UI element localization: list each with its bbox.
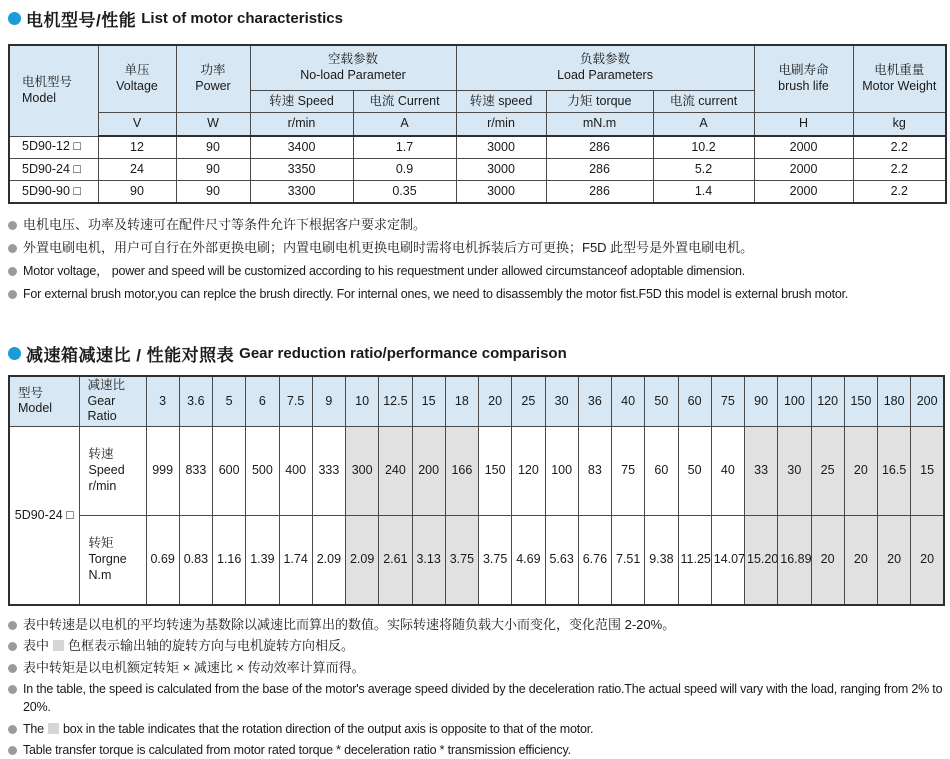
gear-ratio-header (79, 376, 146, 426)
gear-ratio-column-header: 12.5 (379, 376, 412, 426)
load-speed-header: 转速 speed (456, 91, 546, 113)
power-header-zh: 功率 (200, 63, 226, 78)
gear-value-cell: 15 (911, 426, 944, 515)
load-current-unit: A (653, 113, 754, 137)
note-item (8, 720, 943, 738)
motor-model-header (9, 45, 98, 136)
note-item (8, 285, 943, 303)
gear-value-cell: 14.07 (711, 515, 744, 605)
brush-header-zh: 电刷寿命 (778, 63, 829, 78)
motor-value-cell: 286 (546, 136, 653, 159)
motor-value-cell: 286 (546, 159, 653, 181)
gear-value-cell: 16.5 (878, 426, 911, 515)
note-text: Motor voltage， power and speed will be customized according to his requestment under allowed circumstanceof adoptable dimension. (23, 264, 746, 278)
noload-speed-header: 转速 Speed (250, 91, 353, 113)
note-item (8, 616, 943, 634)
note-text: In the table, the speed is calculated from the base of the motor's average speed divided by the deceleration ratio.The actual speed will vary with the load, ranging from 2% to 20%. (23, 682, 943, 715)
gear-value-cell: 200 (412, 426, 445, 515)
power-header (176, 45, 250, 113)
gear-header-row (9, 376, 944, 426)
gear-value-cell: 1.74 (279, 515, 312, 605)
gear-value-cell: 3.75 (479, 515, 512, 605)
gear-value-cell: 75 (612, 426, 645, 515)
gray-box-swatch-icon (48, 723, 59, 734)
motor-notes-list (8, 216, 943, 303)
torque-label-unit: N.m (88, 567, 112, 582)
power-header-en: Power (195, 79, 231, 93)
motor-value-cell: 0.35 (353, 181, 456, 204)
motor-value-cell: 2.2 (853, 136, 946, 159)
load-group-header (456, 45, 754, 91)
gear-ratio-table (8, 375, 945, 606)
gear-ratio-column-header: 7.5 (279, 376, 312, 426)
motor-header-row-groups (9, 45, 946, 91)
motor-value-cell: 1.7 (353, 136, 456, 159)
gear-value-cell: 600 (213, 426, 246, 515)
note-item (8, 680, 943, 716)
noload-current-header: 电流 Current (353, 91, 456, 113)
gear-value-cell: 1.39 (246, 515, 279, 605)
gear-ratio-column-header: 10 (346, 376, 379, 426)
note-bullet-icon (8, 685, 17, 694)
motor-weight-header (853, 45, 946, 113)
motor-weight-unit: kg (853, 113, 946, 137)
motor-value-cell: 2000 (754, 159, 853, 181)
noload-current-unit: A (353, 113, 456, 137)
motor-title-en: List of motor characteristics (141, 10, 343, 27)
voltage-header-zh: 单压 (124, 63, 150, 78)
note-text: 表中 色框表示输出轴的旋转方向与电机旋转方向相反。 (23, 638, 355, 654)
gear-value-cell: 4.69 (512, 515, 545, 605)
motor-table-row (9, 181, 946, 204)
gear-value-cell: 0.69 (146, 515, 179, 605)
motor-value-cell: 3000 (456, 136, 546, 159)
motor-model-cell: 5D90-90 □ (9, 181, 98, 204)
gear-ratio-column-header: 30 (545, 376, 578, 426)
note-item (8, 216, 943, 234)
gear-section-title (8, 341, 943, 366)
gear-ratio-column-header: 200 (911, 376, 944, 426)
noload-group-zh: 空载参数 (328, 52, 379, 67)
gear-ratio-column-header: 15 (412, 376, 445, 426)
weight-header-zh: 电机重量 (874, 63, 925, 78)
torque-label-zh: 转矩 (88, 536, 114, 551)
motor-table-row (9, 159, 946, 181)
note-text: 表中转矩是以电机额定转矩 × 减速比 × 传动效率计算而得。 (23, 659, 365, 675)
note-text: 电机电压、功率及转速可在配件尺寸等条件允许下根据客户要求定制。 (23, 217, 427, 232)
gear-model-cell: 5D90-24 □ (9, 426, 79, 605)
gear-value-cell: 500 (246, 426, 279, 515)
motor-value-cell: 90 (98, 181, 176, 204)
gear-ratio-column-header: 36 (578, 376, 611, 426)
note-item (8, 659, 943, 677)
motor-value-cell: 24 (98, 159, 176, 181)
gear-ratio-column-header: 75 (711, 376, 744, 426)
motor-value-cell: 3350 (250, 159, 353, 181)
gear-value-cell: 240 (379, 426, 412, 515)
gear-ratio-column-header: 5 (213, 376, 246, 426)
note-bullet-icon (8, 746, 17, 755)
gear-value-cell: 833 (179, 426, 212, 515)
motor-model-cell: 5D90-24 □ (9, 159, 98, 181)
note-bullet-icon (8, 221, 17, 230)
gear-value-cell: 60 (645, 426, 678, 515)
note-text: 外置电刷电机，用户可自行在外部更换电刷；内置电刷电机更换电刷时需将电机拆装后方可更换；F5D 此型号是外置电刷电机。 (23, 240, 754, 255)
gear-title-zh: 减速箱减速比 / 性能对照表 (26, 346, 235, 365)
noload-group-header (250, 45, 456, 91)
note-text: The box in the table indicates that the rotation direction of the output axis is opposite to that of the motor. (23, 721, 594, 736)
gear-value-cell: 20 (811, 515, 844, 605)
gear-ratio-column-header: 60 (678, 376, 711, 426)
load-torque-unit: mN.m (546, 113, 653, 137)
motor-value-cell: 3000 (456, 159, 546, 181)
gear-ratio-column-header: 25 (512, 376, 545, 426)
note-bullet-icon (8, 244, 17, 253)
gear-value-cell: 3.13 (412, 515, 445, 605)
gear-value-cell: 166 (445, 426, 478, 515)
note-bullet-icon (8, 621, 17, 630)
gear-ratio-column-header: 90 (745, 376, 778, 426)
gear-value-cell: 20 (878, 515, 911, 605)
gear-title-en: Gear reduction ratio/performance comparison (239, 345, 567, 362)
note-bullet-icon (8, 642, 17, 651)
gear-value-cell: 7.51 (612, 515, 645, 605)
blue-bullet-icon (8, 347, 21, 360)
note-item (8, 637, 943, 655)
gear-ratio-column-header: 6 (246, 376, 279, 426)
load-torque-header: 力矩 torque (546, 91, 653, 113)
model-header-zh: 电机型号 (22, 75, 73, 90)
note-bullet-icon (8, 267, 17, 276)
gear-ratio-column-header: 3 (146, 376, 179, 426)
gear-value-cell: 150 (479, 426, 512, 515)
motor-value-cell: 2.2 (853, 159, 946, 181)
gear-ratio-column-header: 100 (778, 376, 811, 426)
motor-model-cell: 5D90-12 □ (9, 136, 98, 159)
gear-torque-label (79, 515, 146, 605)
gear-value-cell: 100 (545, 426, 578, 515)
gear-model-header-en: Model (18, 401, 53, 416)
gear-ratio-column-header: 3.6 (179, 376, 212, 426)
motor-value-cell: 90 (176, 159, 250, 181)
note-text: Table transfer torque is calculated from motor rated torque * deceleration ratio * transmission efficiency. (23, 743, 571, 758)
note-bullet-icon (8, 664, 17, 673)
motor-value-cell: 286 (546, 181, 653, 204)
note-item (8, 239, 943, 257)
motor-value-cell: 90 (176, 181, 250, 204)
gear-value-cell: 20 (844, 426, 877, 515)
motor-value-cell: 10.2 (653, 136, 754, 159)
gear-value-cell: 5.63 (545, 515, 578, 605)
gear-value-cell: 300 (346, 426, 379, 515)
gear-ratio-column-header: 18 (445, 376, 478, 426)
gear-value-cell: 0.83 (179, 515, 212, 605)
voltage-unit: V (98, 113, 176, 137)
motor-value-cell: 1.4 (653, 181, 754, 204)
gear-torque-row (9, 515, 944, 605)
load-group-zh: 负载参数 (580, 52, 631, 67)
gear-value-cell: 25 (811, 426, 844, 515)
note-text: For external brush motor,you can replce the brush directly. For internal ones, we need to disassembly the motor fist.F5D this model is external brush motor. (23, 287, 849, 301)
gear-value-cell: 20 (911, 515, 944, 605)
note-bullet-icon (8, 290, 17, 299)
speed-label-zh: 转速 (88, 447, 114, 462)
gear-value-cell: 333 (312, 426, 345, 515)
gear-value-cell: 11.25 (678, 515, 711, 605)
gear-value-cell: 2.09 (346, 515, 379, 605)
speed-label-en: Speed (88, 463, 125, 478)
note-bullet-icon (8, 725, 17, 734)
brush-life-header (754, 45, 853, 113)
load-group-en: Load Parameters (557, 68, 653, 82)
gear-notes-list (8, 616, 943, 759)
gear-ratio-column-header: 120 (811, 376, 844, 426)
gear-ratio-column-header: 50 (645, 376, 678, 426)
gear-value-cell: 50 (678, 426, 711, 515)
voltage-header (98, 45, 176, 113)
gear-speed-row (9, 426, 944, 515)
gear-value-cell: 3.75 (445, 515, 478, 605)
gear-value-cell: 40 (711, 426, 744, 515)
gear-value-cell: 30 (778, 426, 811, 515)
gear-ratio-column-header: 40 (612, 376, 645, 426)
gear-model-header-zh: 型号 (18, 385, 44, 400)
gear-model-header (9, 376, 79, 426)
gear-speed-label (79, 426, 146, 515)
gear-value-cell: 83 (578, 426, 611, 515)
gear-value-cell: 400 (279, 426, 312, 515)
noload-speed-unit: r/min (250, 113, 353, 137)
weight-header-en: Motor Weight (862, 79, 937, 93)
gear-value-cell: 20 (844, 515, 877, 605)
motor-value-cell: 90 (176, 136, 250, 159)
gear-ratio-header-en: Gear Ratio (87, 393, 117, 424)
gear-value-cell: 16.89 (778, 515, 811, 605)
gear-value-cell: 120 (512, 426, 545, 515)
motor-table-row (9, 136, 946, 159)
note-item (8, 262, 943, 280)
gear-ratio-column-header: 150 (844, 376, 877, 426)
model-header-en: Model (22, 90, 57, 105)
motor-characteristics-table (8, 44, 947, 204)
brush-life-unit: H (754, 113, 853, 137)
noload-group-en: No-load Parameter (300, 68, 406, 82)
power-unit: W (176, 113, 250, 137)
gear-value-cell: 9.38 (645, 515, 678, 605)
gear-value-cell: 2.61 (379, 515, 412, 605)
speed-label-unit: r/min (88, 478, 117, 493)
gear-value-cell: 999 (146, 426, 179, 515)
motor-value-cell: 5.2 (653, 159, 754, 181)
gray-box-swatch-icon (53, 640, 64, 651)
motor-title-zh: 电机型号/性能 (26, 11, 137, 30)
gear-value-cell: 6.76 (578, 515, 611, 605)
gear-ratio-column-header: 9 (312, 376, 345, 426)
gear-value-cell: 33 (745, 426, 778, 515)
gear-value-cell: 2.09 (312, 515, 345, 605)
load-speed-unit: r/min (456, 113, 546, 137)
motor-value-cell: 2000 (754, 136, 853, 159)
motor-section-title (8, 6, 943, 31)
motor-header-row-units (9, 113, 946, 137)
gear-ratio-column-header: 180 (878, 376, 911, 426)
gear-ratio-header-zh: 减速比 (87, 378, 126, 392)
motor-value-cell: 3400 (250, 136, 353, 159)
blue-bullet-icon (8, 12, 21, 25)
motor-value-cell: 0.9 (353, 159, 456, 181)
motor-value-cell: 2000 (754, 181, 853, 204)
motor-value-cell: 3000 (456, 181, 546, 204)
load-current-header: 电流 current (653, 91, 754, 113)
voltage-header-en: Voltage (116, 79, 158, 93)
note-item (8, 741, 943, 759)
gear-ratio-column-header: 20 (479, 376, 512, 426)
motor-value-cell: 12 (98, 136, 176, 159)
brush-header-en: brush life (778, 79, 829, 93)
gear-value-cell: 15.20 (745, 515, 778, 605)
gear-value-cell: 1.16 (213, 515, 246, 605)
motor-value-cell: 3300 (250, 181, 353, 204)
torque-label-en: Torgne (88, 552, 127, 567)
note-text: 表中转速是以电机的平均转速为基数除以减速比而算出的数值。实际转速将随负载大小而变化，变化范围 2-20%。 (23, 616, 676, 632)
motor-value-cell: 2.2 (853, 181, 946, 204)
